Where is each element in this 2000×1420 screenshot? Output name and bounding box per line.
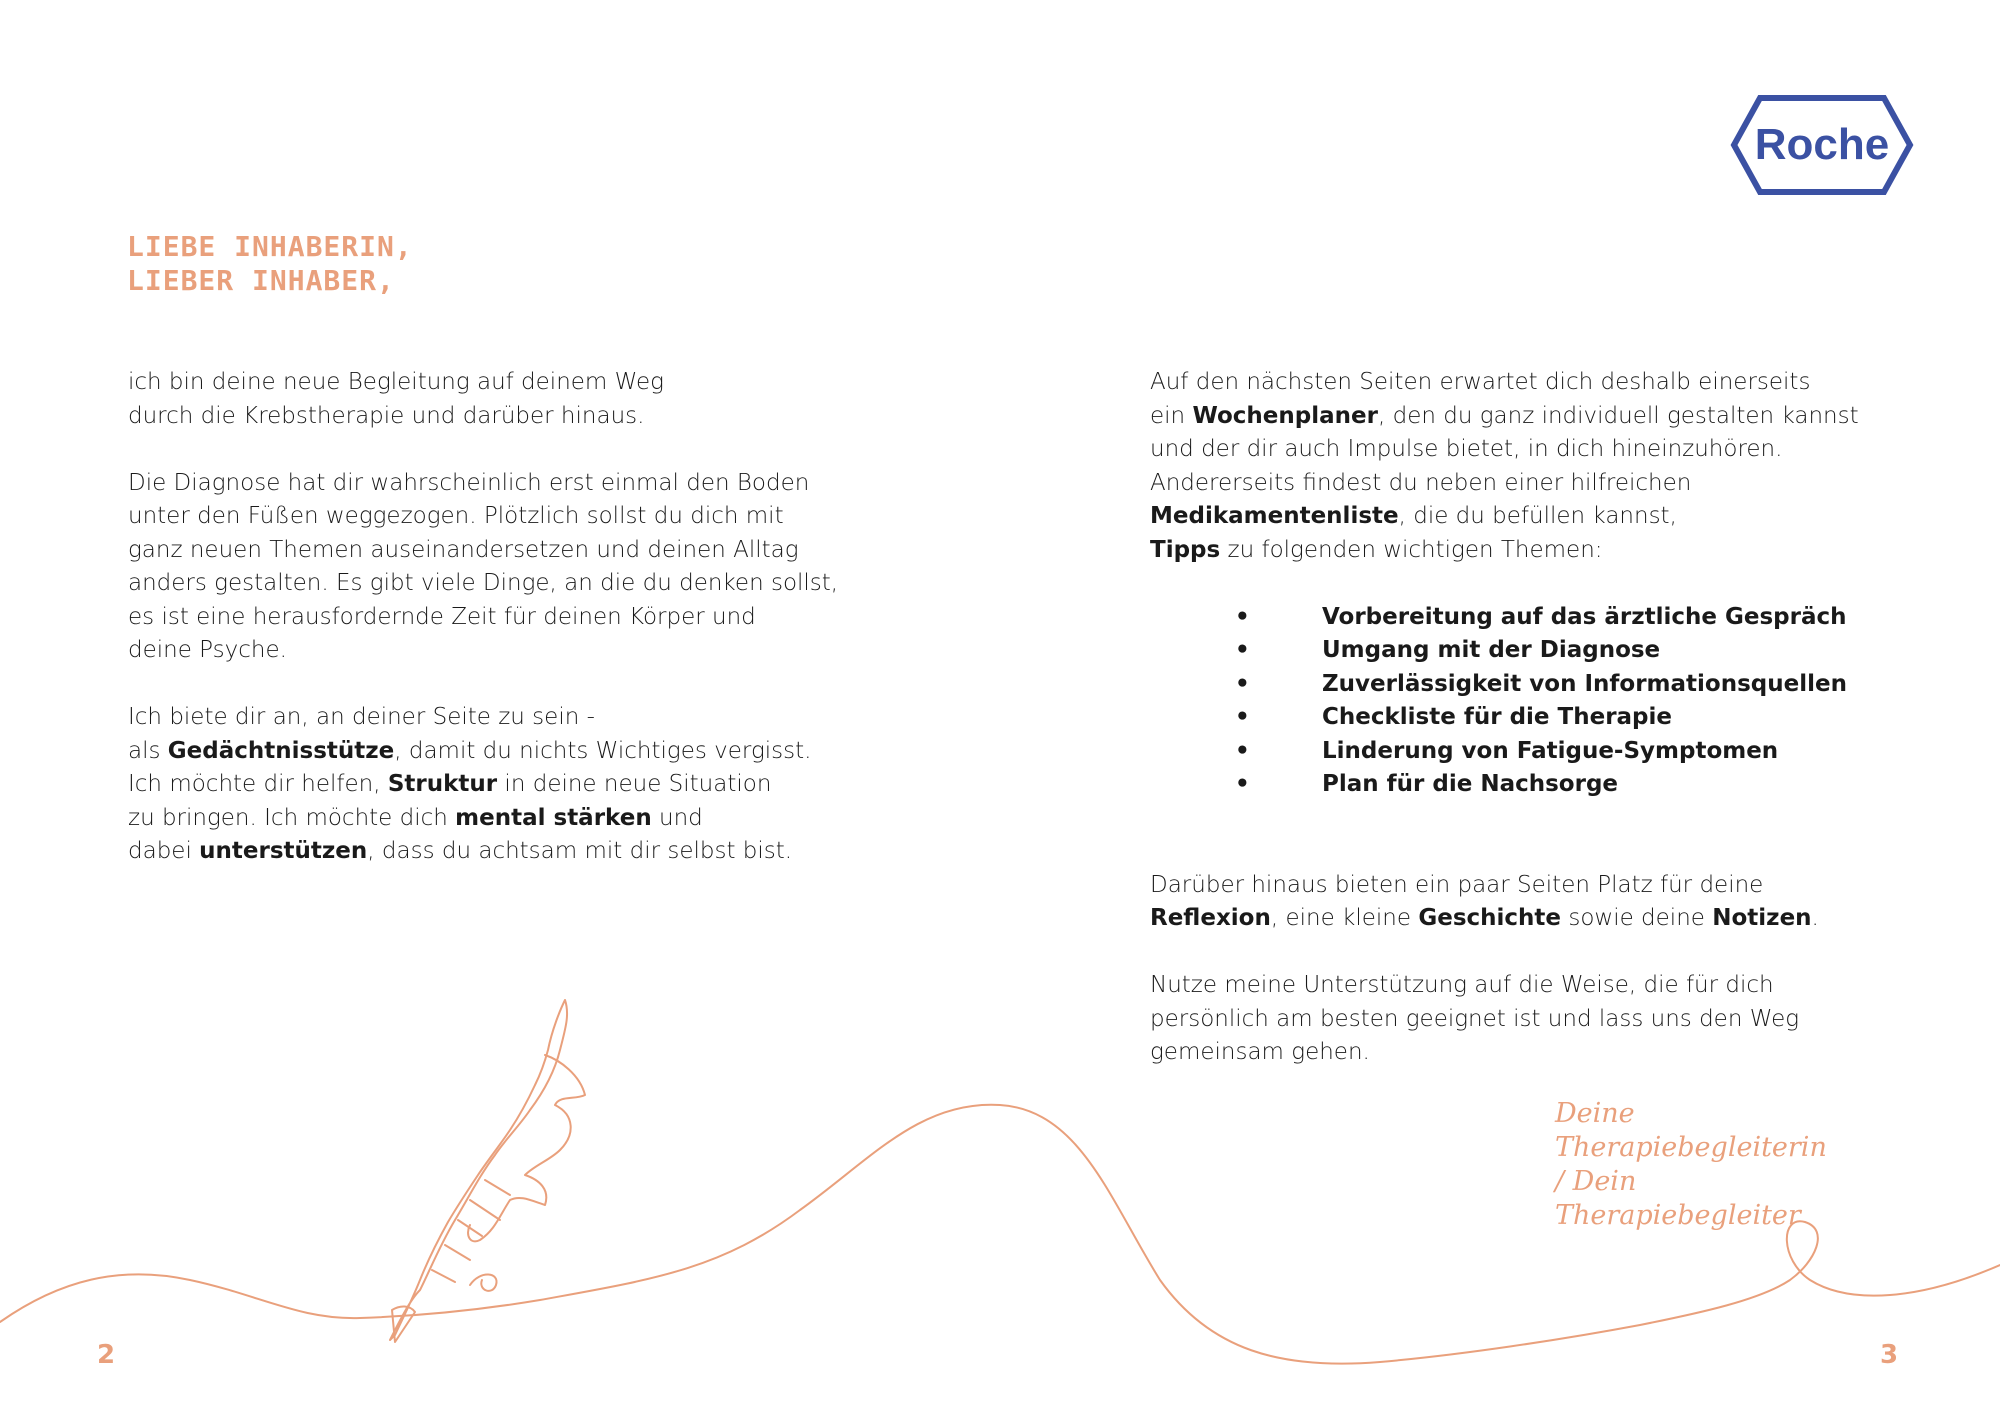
keyword: mental stärken <box>455 804 652 831</box>
list-item: • Linderung von Fatigue-Symptomen <box>1150 735 1910 769</box>
text-line: deine Psyche. <box>128 637 287 663</box>
bullet-icon: • <box>1235 771 1250 797</box>
text-line: und der dir auch Impulse bietet, in dich hineinzuhören. <box>1150 436 1783 462</box>
extras-paragraph: Darüber hinaus bieten ein paar Seiten Platz für deine Reflexion, eine kleine Geschichte sowie deine Notizen. <box>1150 871 1819 931</box>
keyword: Tipps <box>1150 536 1221 563</box>
list-item: • Checkliste für die Therapie <box>1150 701 1910 735</box>
text-line: es ist eine herausfordernde Zeit für deinen Körper und <box>128 603 756 630</box>
keyword: unterstützen <box>199 838 368 864</box>
overview-paragraph: Auf den nächsten Seiten erwartet dich deshalb einerseits ein Wochenplaner, den du ganz individuell gestalten kannst und der dir auch Impulse bietet, in dich hineinzuhören. Andererseits findest du neben einer hilfreichen Medikamentenliste, die du befüllen kannst, Tipps zu folgenden wichtigen Themen: <box>1150 369 1859 563</box>
text-line: Auf den nächsten Seiten erwartet dich deshalb einerseits <box>1150 369 1811 395</box>
list-item: • Umgang mit der Diagnose <box>1150 634 1910 668</box>
feather-curl <box>470 1274 497 1290</box>
offer-paragraph: Ich biete dir an, an deiner Seite zu sein - als Gedächtnisstütze, damit du nichts Wichtiges vergisst. Ich möchte dir helfen, Struktur in deine neue Situation zu bringen. Ich möchte dich mental stärken und dabei unterstützen, dass du achtsam mit dir selbst bist. <box>128 704 812 864</box>
text-line: durch die Krebstherapie und darüber hinaus. <box>128 402 645 429</box>
feather-barbs <box>432 1180 510 1282</box>
list-item: • Plan für die Nachsorge <box>1150 768 1910 802</box>
intro-paragraph <box>128 366 888 433</box>
text-line: Darüber hinaus bieten ein paar Seiten Platz für deine <box>1150 871 1764 898</box>
keyword: Wochenplaner <box>1192 402 1378 429</box>
logo-text: Roche <box>1754 120 1890 169</box>
bullet-icon: • <box>1235 704 1250 730</box>
text-line: persönlich am besten geeignet ist und lass uns den Weg <box>1150 1005 1800 1032</box>
page-number-left: 2 <box>97 1340 116 1370</box>
text-line: ich bin deine neue Begleitung auf deinem Weg <box>128 369 664 395</box>
feather-outline <box>390 1000 567 1340</box>
topics-list <box>1150 601 1910 802</box>
keyword: Struktur <box>387 771 498 797</box>
bullet-icon: • <box>1235 670 1250 697</box>
text-line: Ich biete dir an, an deiner Seite zu sein - <box>128 704 595 730</box>
text-line: unter den Füßen weggezogen. Plötzlich sollst du dich mit <box>128 503 784 529</box>
closing-paragraph <box>1150 969 1910 1070</box>
text-line: gemeinsam gehen. <box>1150 1039 1370 1065</box>
bullet-icon: • <box>1235 737 1250 764</box>
keyword: Notizen <box>1712 905 1812 931</box>
text-line: Die Diagnose hat dir wahrscheinlich erst einmal den Boden <box>128 469 810 496</box>
keyword: Reflexion <box>1150 905 1271 931</box>
diagnosis-paragraph <box>128 467 888 668</box>
signature-line-1: Deine Therapiebegleiterin <box>1555 1098 1827 1163</box>
text-line: anders gestalten. Es gibt viele Dinge, an die du denken sollst, <box>128 570 839 596</box>
signature-line-2: / Dein Therapiebegleiter <box>1555 1166 1801 1231</box>
text-line: ganz neuen Themen auseinandersetzen und deinen Alltag <box>128 536 799 563</box>
keyword: Gedächtnisstütze <box>167 737 395 764</box>
page-number-right: 3 <box>1880 1340 1899 1370</box>
list-item: • Zuverlässigkeit von Informationsquellen <box>1150 668 1910 702</box>
bullet-icon: • <box>1235 603 1250 630</box>
keyword: Geschichte <box>1418 905 1562 931</box>
text-line: Andererseits findest du neben einer hilfreichen <box>1150 469 1692 496</box>
heading-line-1: LIEBE INHABERIN, <box>127 230 413 263</box>
feather-vane <box>468 1055 585 1241</box>
text-line: Nutze meine Unterstützung auf die Weise, die für dich <box>1150 972 1774 998</box>
feather-nib <box>392 1306 415 1342</box>
right-column <box>1150 366 1910 1103</box>
roche-logo <box>1730 95 1914 195</box>
bullet-icon: • <box>1235 637 1250 663</box>
heading-line-2: LIEBER INHABER, <box>127 264 395 297</box>
left-column <box>128 366 888 902</box>
salutation-heading <box>127 230 413 298</box>
list-item: • Vorbereitung auf das ärztliche Gespräch <box>1150 601 1910 635</box>
signature <box>1555 1097 1875 1233</box>
keyword: Medikamentenliste <box>1150 503 1399 529</box>
